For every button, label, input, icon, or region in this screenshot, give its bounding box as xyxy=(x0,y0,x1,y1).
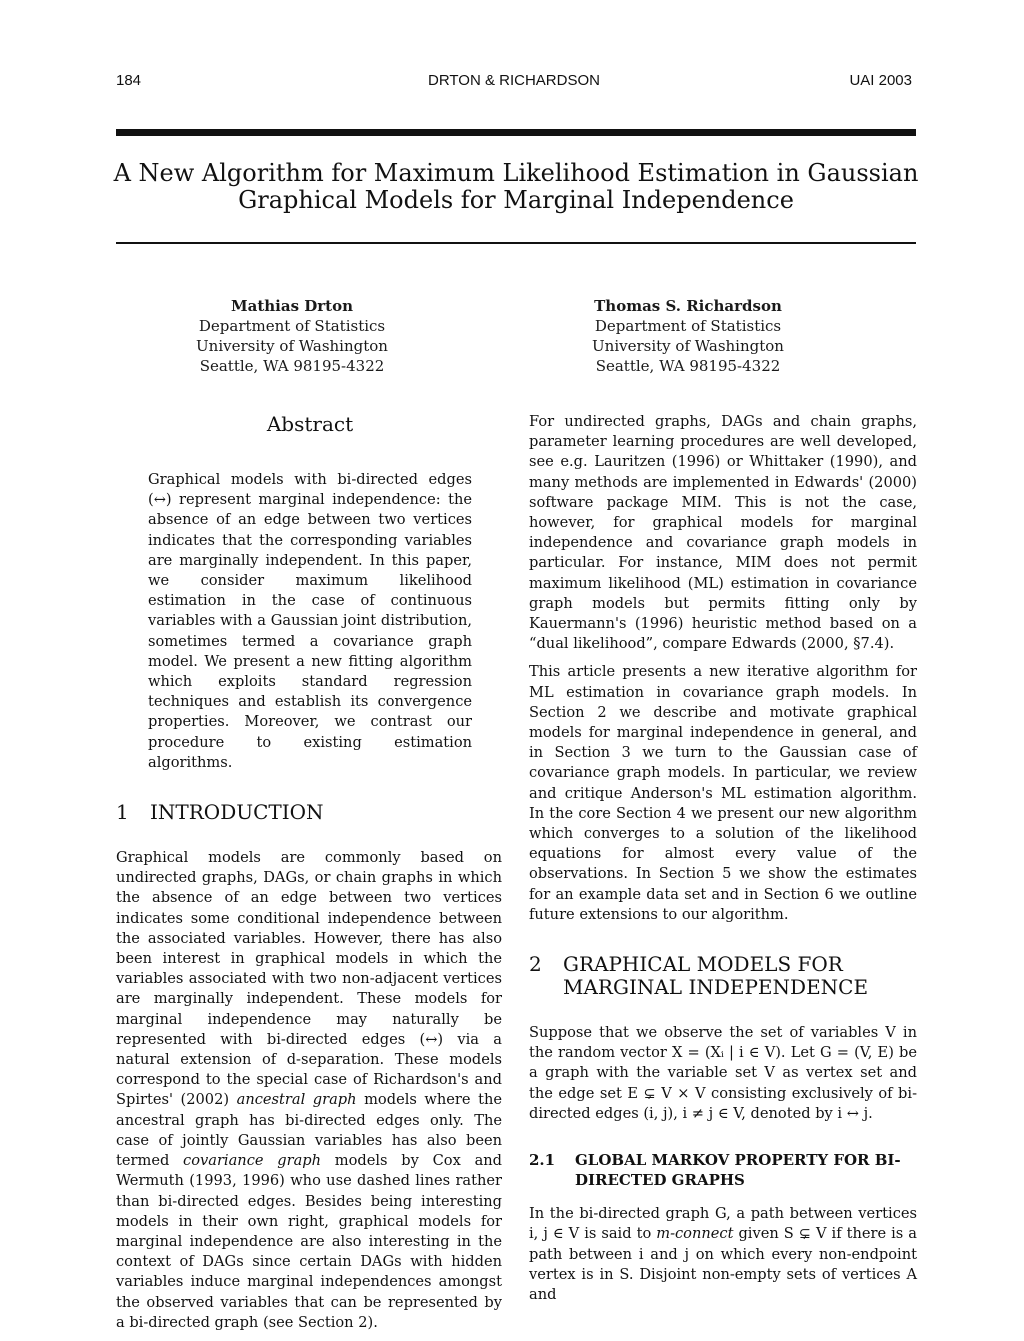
author-address: Seattle, WA 98195-4322 xyxy=(595,357,781,375)
text-run: In the bi-directed graph G, a path between vertices i, j ∈ V is said to xyxy=(529,1205,917,1243)
title-rule-top xyxy=(116,129,916,136)
abstract xyxy=(148,412,472,773)
emphasis-covariance-graph: covariance graph xyxy=(183,1152,322,1170)
section-title: GRAPHICAL MODELS FOR MARGINAL INDEPENDENCE xyxy=(563,952,869,1000)
section-number: 2 xyxy=(529,952,542,977)
author-university: University of Washington xyxy=(196,337,388,355)
running-header xyxy=(116,72,912,92)
author-name: Mathias Drton xyxy=(231,297,353,315)
author-department: Department of Statistics xyxy=(594,317,782,335)
author-university: University of Washington xyxy=(592,337,784,355)
paper-title-line-1: A New Algorithm for Maximum Likelihood Estimation in Gaussian xyxy=(113,159,919,187)
text-run: models where the ancestral graph has bi-directed edges only. The case of jointly Gaussian variables has also been termed xyxy=(116,1091,502,1170)
author-address: Seattle, WA 98195-4322 xyxy=(199,357,385,375)
subsection-title: GLOBAL MARKOV PROPERTY FOR BI-DIRECTED GRAPHS xyxy=(575,1151,901,1190)
emphasis-ancestral-graph: ancestral graph xyxy=(236,1091,357,1109)
left-column xyxy=(116,412,502,1341)
text-run: Graphical models are commonly based on undirected graphs, DAGs, or chain graphs in which the absence of an edge between two vertices indicates some conditional independence between the associated variables. However, there has also been interest in graphical models in which the variables associated with two non-adjacent vertices are marginally independent. These models for marginal independence may naturally be represented with bi-directed edges (↔) via a natural extension of d-separation. These models correspond to the special case of Richardson's and Spirtes' (2002) xyxy=(116,849,502,1109)
text-run: models by Cox and Wermuth (1993, 1996) who use dashed lines rather than bi-directed edges. Besides being interesting models in their own right, graphical models for marginal independence are also interesting in the context of DAGs since certain DAGs with hidden variables induce marginal independences amongst the observed variables that can be represented by a bi-directed graph (see Section 2). xyxy=(116,1152,503,1331)
author-block-richardson xyxy=(528,296,848,376)
intro-paragraph-1 xyxy=(116,848,502,1333)
section-title: INTRODUCTION xyxy=(150,800,324,825)
running-title: DRTON & RICHARDSON xyxy=(428,72,600,89)
paper-title xyxy=(100,160,932,214)
section-2-paragraph-1: Suppose that we observe the set of variables V in the random vector X = (Xᵢ | i ∈ V). Let G = (V, E) be a graph with the variable set V as vertex set and the edge set E ⊊ V × V consisting exclusively of bi-directed edges (i, j), i ≠ j ∈ V, denoted by i ↔ j. xyxy=(529,1024,917,1122)
author-name: Thomas S. Richardson xyxy=(594,297,782,315)
abstract-text: Graphical models with bi-directed edges (↔) represent marginal independence: the absence of an edge between two vertices indicates that the corresponding variables are marginally independent. In this paper, we consider maximum likelihood estimation in the case of continuous variables with a Gaussian joint distribution, sometimes termed a covariance graph model. We present a new fitting algorithm which exploits standard regression techniques and establish its convergence properties. Moreover, we contrast our procedure to existing estimation algorithms. xyxy=(148,471,472,771)
intro-paragraph-2: For undirected graphs, DAGs and chain graphs, parameter learning procedures are well developed, see e.g. Lauritzen (1996) or Whittaker (1990), and many methods are implemented in Edwards' (2000) software package MIM. This is not the case, however, for graphical models for marginal independence and covariance graph models in particular. For instance, MIM does not permit maximum likelihood (ML) estimation in covariance graph models but permits fitting only by Kauermann's (1996) heuristic method based on a “dual likelihood”, compare Edwards (2000, §7.4). xyxy=(529,413,917,653)
page-number: 184 xyxy=(116,72,142,89)
intro-paragraph-3: This article presents a new iterative algorithm for ML estimation in covariance graph models. In Section 2 we describe and motivate graphical models for marginal independence in general, and in Section 3 we turn to the Gaussian case of covariance graph models. In particular, we review and critique Anderson's ML estimation algorithm. In the core Section 4 we present our new algorithm which converges to a solution of the likelihood equations for almost every value of the observations. In Section 5 we show the estimates for an example data set and in Section 6 we outline future extensions to our algorithm. xyxy=(529,663,917,923)
author-block-drton xyxy=(132,296,452,376)
title-rule-bottom xyxy=(116,242,916,244)
venue-label: UAI 2003 xyxy=(849,72,912,89)
abstract-heading: Abstract xyxy=(266,412,354,436)
section-2-heading xyxy=(529,953,917,999)
subsection-2-1-heading xyxy=(529,1150,917,1190)
author-department: Department of Statistics xyxy=(198,317,386,335)
emphasis-m-connect: m-connect xyxy=(656,1225,734,1243)
subsection-number: 2.1 xyxy=(529,1151,556,1170)
section-1-heading xyxy=(116,801,502,824)
paper-title-line-2: Graphical Models for Marginal Independence xyxy=(238,186,794,214)
right-column xyxy=(529,412,917,1313)
section-number: 1 xyxy=(116,800,129,825)
text-run: given S ⊊ V if there is a path between i and j on which every non-endpoint vertex is in S. Disjoint non-empty sets of vertices A and xyxy=(529,1225,917,1303)
subsection-2-1-paragraph-1 xyxy=(529,1204,917,1305)
